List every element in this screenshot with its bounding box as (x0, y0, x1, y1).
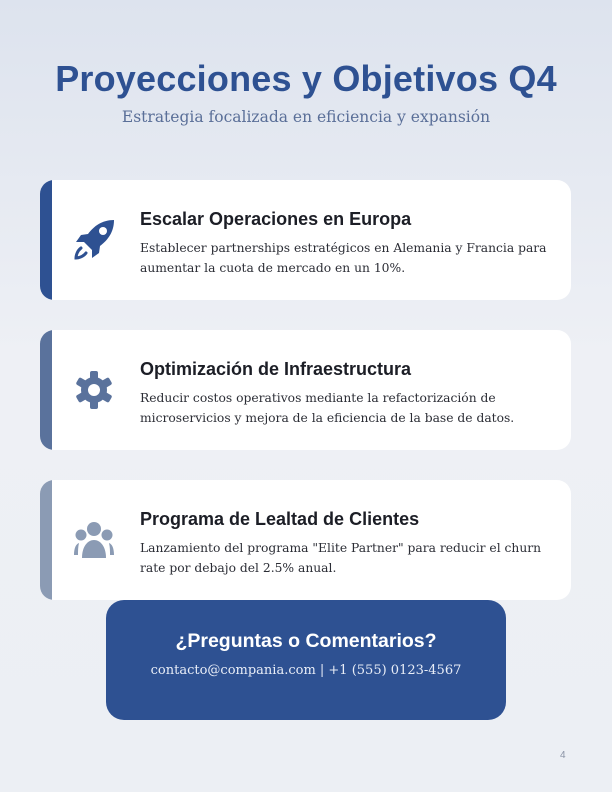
contact-box (106, 600, 506, 720)
objective-title: Optimización de Infraestructura (140, 359, 412, 379)
page-number: 4 (560, 750, 566, 761)
page-title: Proyecciones y Objetivos Q4 (55, 58, 557, 99)
objective-description: Lanzamiento del programa "Elite Partner" para reducir el churn rate por debajo del 2.5% anual. (140, 541, 542, 575)
objective-card-infrastructure (40, 330, 571, 450)
objective-title: Programa de Lealtad de Clientes (140, 509, 420, 529)
objective-card-europe (40, 180, 571, 300)
contact-info: contacto@compania.com | +1 (555) 0123-4567 (150, 663, 462, 678)
rocket-icon (72, 218, 116, 262)
objective-title: Escalar Operaciones en Europa (140, 209, 412, 229)
gear-icon (72, 368, 116, 412)
contact-heading: ¿Preguntas o Comentarios? (175, 630, 437, 652)
card-accent-bar (40, 330, 52, 450)
card-accent-bar (40, 480, 52, 600)
objective-description: Establecer partnerships estratégicos en Alemania y Francia para aumentar la cuota de mercado en un 10%. (140, 241, 547, 275)
users-icon (72, 518, 116, 562)
card-accent-bar (40, 180, 52, 300)
objective-card-loyalty (40, 480, 571, 600)
page-subtitle: Estrategia focalizada en eficiencia y expansión (121, 108, 491, 126)
objective-description: Reducir costos operativos mediante la refactorización de microservicios y mejora de la eficiencia de la base de datos. (140, 391, 515, 425)
